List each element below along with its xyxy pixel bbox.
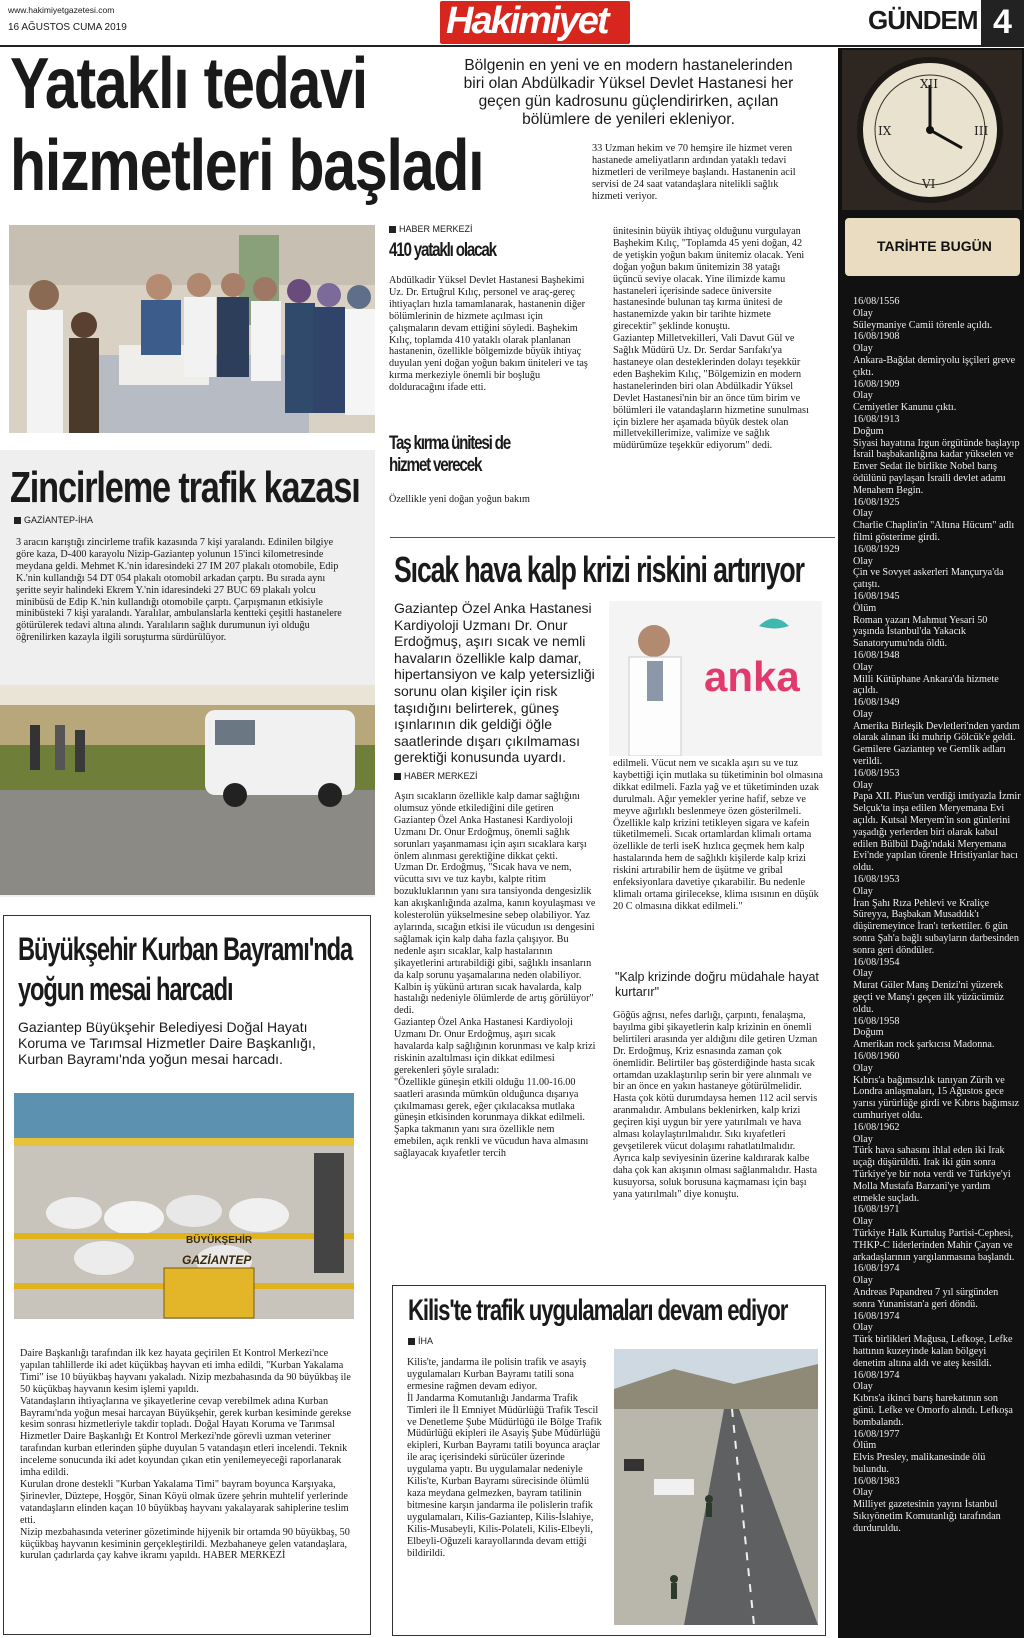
history-entry [853,296,1021,331]
history-entry-text: Charlie Chaplin'in "Altına Hücum" adlı filmi gösterime girdi. [853,520,1015,543]
bayram-text [20,1348,354,1562]
history-entry [853,768,1021,874]
site-url[interactable]: www.hakimiyetgazetesi.com [8,5,115,15]
heat-col1-p3: Gaziantep Özel Anka Hastanesi Kardiyoloji Uzmanı Dr. Onur Erdoğmuş, aşırı sıcak havalarda kalp sağlığının korunması ve kalp krizi riskinin azaltılması için dikkat edilmesi gerekenleri şöyle sıraladı: [394,1017,596,1076]
history-entry-date: 16/08/1974 [853,1310,900,1322]
history-entry [853,1311,1021,1370]
history-entry-type: Olay [853,968,873,980]
history-entry [853,591,1021,650]
history-entry-text: Süleymaniye Camii törenle açıldı. [853,319,993,331]
history-entry-date: 16/08/1948 [853,649,900,661]
history-entry-type: Olay [853,708,873,720]
logo[interactable] [440,1,630,44]
kilis-byline: İHA [408,1336,433,1346]
hospital-col1-text: Abdülkadir Yüksel Devlet Hastanesi Başhekimi Uz. Dr. Ertuğrul Kılıç, personel ve araç-gereç ihtiyaçları hızla tamamlanarak, hastanenin diğer bölümlerinin de hizmete açılması için çalışmaların devam ettiğini söyledi. Başhekim Kılıç, toplamda 410 yataklı olarak planlanan hastanenin, özellikle bölgemizde büyük ihtiyaç duyulan yeni doğan yoğun bakım üniteleri ve taş kırma merkeziyle önemli bir boşluğu dolduracağını ifade etti. [389,275,588,394]
history-entry-type: Doğum [853,1027,884,1039]
history-entry-date: 16/08/1908 [853,331,900,343]
heat-col1-p2: Uzman Dr. Erdoğmuş, "Sıcak hava ve nem, vücutta sıvı ve tuz kaybı, kalpte ritim bozukluklarının yanı sıra tansiyonda dengesizlik kan akışkanlığında azalma, kanın koyulaşması ve kolesterolün yükselmesine sebep olabiliyor. Yaz aylarında, sıcağın etkisi ile vücudun ısı dengesini sağlamak için kalp daha fazla çalışıyor. Bu nedenle aşırı sıcaklar, kalp hastalarının şikayetlerini artırabildiği gibi, sağlıklı insanların da kalp sorunu yaşamalarına neden olabiliyor. Kalbin iş yükünü artıran sıcak havalarda, kalp hastalığı nedeniyle ölümlerde de artış görülüyor" dedi. [394,862,596,1017]
history-entry-date: 16/08/1974 [853,1369,900,1381]
history-entry-date: 16/08/1949 [853,697,900,709]
hospital-col1-tail: Özellikle yeni doğan yoğun bakım [389,494,530,505]
hospital-subhead-1: 410 yataklı olacak [389,240,496,261]
svg-text:VI: VI [922,177,936,191]
history-entry [853,1204,1021,1263]
hospital-col2-text [613,226,809,452]
history-entry-type: Olay [853,885,873,897]
svg-text:XII: XII [920,77,939,91]
history-entry-type: Ölüm [853,1440,877,1452]
history-entry-date: 16/08/1945 [853,590,900,602]
history-entry-date: 16/08/1954 [853,956,900,968]
history-entry-type: Olay [853,1062,873,1074]
kilis-headline: Kilis'te trafik uygulamaları devam ediyor [408,1294,788,1327]
history-entry-type: Olay [853,1487,873,1499]
hospital-subhead-2a: Taş kırma ünitesi de [389,433,511,454]
history-entry [853,497,1021,544]
hospital-photo-image [9,225,375,433]
history-entry-text: Milliyet gazetesinin yayını İstanbul Sıkıyönetim Komutanlığı tarafından durduruldu. [853,1499,1001,1534]
history-entry-date: 16/08/1983 [853,1475,900,1487]
history-entry-date: 16/08/1929 [853,543,900,555]
history-entry [853,1122,1021,1205]
history-entry-type: Olay [853,779,873,791]
history-entry-text: Kıbrıs'a ikinci barış harekatının son günü. Lefke ve Omorfo alındı. Lefkoşa bombalandı. [853,1393,1013,1428]
hospital-headline-1: Yataklı tedavi [10,44,367,124]
heat-deck: Gaziantep Özel Anka Hastanesi Kardiyoloji Uzmanı Dr. Onur Erdoğmuş, aşırı sıcak ve nemli havaların özellikle kalp damar, hipertansiyon ve kalp yetersizliği sorunu olan kişiler için risk taşıdığını belirterek, güneş ışınlarının dik geldiği öğle saatlerinde dışarı çıkılmaması gerektiği konusunda uyardı. [394,600,595,766]
history-entry-date: 16/08/1962 [853,1121,900,1133]
kilis-photo-image [614,1349,818,1625]
page-number: 4 [993,3,1012,41]
history-entry [853,414,1021,497]
history-entry [853,1370,1021,1429]
heat-headline: Sıcak hava kalp krizi riskini artırıyor [394,549,804,590]
crash-headline: Zincirleme trafik kazası [10,463,360,512]
history-entry [853,1429,1021,1476]
history-entry-type: Olay [853,307,873,319]
history-entry-date: 16/08/1913 [853,413,900,425]
history-entry-date: 16/08/1977 [853,1428,900,1440]
heat-photo [609,601,822,756]
history-entry [853,697,1021,768]
clock-icon [842,50,1022,210]
history-entry-text: Andreas Papandreu 7 yıl sürgünden sonra Yunanistan'a geri döndü. [853,1286,999,1310]
history-entry-date: 16/08/1556 [853,296,900,307]
issue-date: 16 AĞUSTOS CUMA 2019 [8,22,127,33]
bayram-sign-2: GAZİANTEP [182,1253,252,1267]
svg-text:III: III [974,124,989,138]
crash-text: 3 aracın karıştığı zincirleme trafik kazasında 7 kişi yaralandı. Edinilen bilgiye göre kaza, D-400 karayolu Nizip-Gaziantep yolunun 15'inci kilometresinde meydana geldi. Mehmet K.'nin idaresindeki 27 IM 207 plakalı otomobile, Edip K.'nin kullandığı 54 DT 054 plakalı otomobil arkadan çarptı. Bu sırada aynı şeritte seyir halindeki Ekrem Y.'nin idaresindeki 27 BUC 69 plakalı yolcu minibüsü de Edip K.'nin kullandığı otomobile çarptı. Çarpışmanın etkisiyle minibüsteki 7 kişi yaralandı. Yaralılar, ambulanslarla kentteki çeşitli hastanelere götürülerek tedavi altına alındı. Yaralıların sağlık durumunun iyi olduğu öğrenilirken kazayla ilgili soruşturma sürdürülüyor. [16,537,342,644]
svg-text:IX: IX [878,124,892,138]
heat-col1-text [394,791,596,1160]
anka-logo-text: anka [704,653,800,700]
history-entry-text: Kıbrıs'a bağımsızlık tanıyan Zürih ve Londra anlaşmaları, 15 Ağustos gece yarısı yürürlüğe girdi ve Kıbrıs bağımsız cumhuriyet oldu. [853,1074,1020,1121]
history-entry-type: Olay [853,1275,873,1287]
history-entry-text: Türkiye Halk Kurtuluş Partisi-Cephesi, THKP-C liderlerinden Mahir Çayan ve arkadaşlarının yargılanmasına başlandı. [853,1227,1015,1263]
history-entry [853,331,1021,378]
history-entry-text: Çin ve Sovyet askerleri Mançurya'da çatıştı. [853,567,1004,591]
bayram-p4: Nizip mezbahasında veteriner gözetiminde hijyenik bir ortamda 90 büyükbaş, 50 küçükbaş hayvanın kesiminin gerçekleştirildi. Mezbahaneye gelen vatandaşlara, kurulan çadırlarda çay kahve ikramı yapıldı. HABER MERKEZİ [20,1526,350,1562]
history-entry-date: 16/08/1925 [853,496,900,508]
history-entry-type: Olay [853,555,873,567]
history-entry [853,874,1021,957]
bayram-headline-2: yoğun mesai harcadı [18,971,233,1007]
history-entry-type: Olay [853,390,873,402]
history-entry-text: Türk hava sahasını ihlal eden iki Irak uçağı düşürüldü. Irak iki gün sonra Türkiye'ye bir nota verdi ve Türkiye'yi Molla Mustafa Barzani'ye yardım etmekle suçladı. [853,1145,1011,1204]
heat-col1-p4: "Özellikle güneşin etkili olduğu 11.00-16.00 saatleri arasında mümkün olduğunca dışarıya çıkılmaması gerek, eğer çıkılacaksa mutlaka güneşin etkisinden korunmaya dikkat edilmeli. Şapka takmanın yanı sıra özellikle nem emebilen, açık renkli ve vücudun hava almasını sağlayacak kıyafetler tercih [394,1076,589,1160]
history-entry-text: Papa XII. Pius'un verdiği imtiyazla İzmir Selçuk'ta inşa edilen Meryemana Evi açıldı. Kutsal Meryem'in son günlerini yaşadığı yerlerden biri olarak kabul edilen Bülbül Dağı'ndaki Meryemana Evi'nde yapılan törenle Hristiyanlar hacı oldu. [853,791,1021,874]
hospital-col2-p1: ünitesinin büyük ihtiyaç olduğunu vurgulayan Başhekim Kılıç, "Toplamda 45 yeni doğan, 42 de yetişkin yoğun bakım ünitemiz olacak. Yeni doğan yoğun bakım ünitemizin 38 yatağı üçüncü seviye olacak. Yine ilimizde kamu hastaneleri içerisinde sadece üniversite hastanesinde bulunan taş kırma ünitesi de hastanemizde yakın bir tarihte hizmete girecektir" şeklinde konuştu. [613,226,805,333]
history-entry-type: Ölüm [853,602,877,614]
history-entry-date: 16/08/1974 [853,1263,900,1275]
page-number-box [981,0,1024,45]
history-entry-type: Olay [853,508,873,520]
history-entry-type: Olay [853,661,873,673]
heat-col2-text: edilmeli. Vücut nem ve sıcakla aşırı su ve tuz kaybettiği için mutlaka su tüketiminin bol olmasına dikkat edilmeli. Fazla yağ ve et tüketiminden uzak durulmalı. Ağır yemekler yerine hafif, sebze ve meyve ağırlıklı beslenmeye özen gösterilmeli. Özellikle kalp krizini tetikleyen sigara ve kafein tüketilmemeli. Sıcak ortamlardan klimalı ortama özellikle de terli iseK hızlıca geçmek hem kalp hastalarında hem de sağlıklı kişilerde kalp krizi riskini artırabilir hem de üşütme ve gribal enfeksiyonlara davetiye çıkarabilir. Bu nedenle klimalı ortama girilecekse, klima ısısının en düşük 20 C olmasına dikkat edilmeli." [613,758,823,912]
history-entry-date: 16/08/1953 [853,874,900,886]
history-entry [853,957,1021,1016]
bayram-p1: Daire Başkanlığı tarafından ilk kez hayata geçirilen Et Kontrol Merkezi'nce yapılan tahlillerde iki adet küçükbaş hayvan eti imha edildi, "Kurban Yakalama Timi" ise 10 büyükbaş hayvanı yakaladı. Nizip mezbahasında da 90 büyükbaş ile 50 küçükbaş hayvanın kesim işlemi yapıldı. [20,1348,351,1395]
bayram-deck: Gaziantep Büyükşehir Belediyesi Doğal Hayatı Koruma ve Tarımsal Hizmetler Daire Başkanlığı, Kurban Bayramı'nda yoğun mesai harcadı. [18,1019,316,1067]
history-entry-text: İran Şahı Rıza Pehlevi ve Kraliçe Süreyya, Başbakan Musaddık'ı düşüremeyince İran'ı terkettiler. 6 gün sonra Şah'a bağlı subayların darbesinden sonra geri döndüler. [853,897,1019,956]
history-entry-text: Ankara-Bağdat demiryolu işçileri greve çıktı. [853,354,1016,378]
hospital-col2-p2: Gaziantep Milletvekilleri, Vali Davut Gül ve Sağlık Müdürü Uz. Dr. Serdar Sarıfakı'ya hastaneye olan desteklerinden dolayı teşekkür eden Başhekim Kılıç, "Bölgemizin en modern hastanelerinden biri olan Abdülkadir Yüksel Devlet Hastanesi'nin bir an önce tüm birim ve bölümleri ile vatandaşların hizmetine sunulması için bizlere her aşamada büyük destek olan milletvekillerimize, valimize ve sağlık müdürümüze teşekkür ediyorum" dedi. [613,333,809,452]
heat-byline: HABER MERKEZİ [394,771,478,781]
history-entry-date: 16/08/1960 [853,1051,900,1062]
history-entry [853,1051,1021,1122]
heat-photo-image [609,601,822,756]
scroll-banner [845,218,1020,276]
kilis-p2: İl Jandarma Komutanlığı Jandarma Trafik Timleri ile İl Emniyet Müdürlüğü Trafik Tescil ve Denetleme Şube Müdürlüğü ile Bölge Trafik Müdürlüğü ekipleri ile Asayiş Şube Müdürlüğü ekipleri, Kurban Bayramı tatili boyunca araçlar ile araç içerisindeki sürücüler üzerinde uygulama yaptı. Bu uygulamalar nedeniyle Kilis'te, Kurban Bayramı sürecisinde ölümlü kaza meydana gelmezken, bayram tatilinin bitmesine karşın jandarma ile polislerin trafik uygulamaları, Kilis-Gaziantep, Kilis-İslahiye, Kilis-Musabeyli, Kilis-Polateli, Kilis-Elbeyli, Elbeyli-Oğuzeli karayollarında devam ettiği bildirildi. [407,1392,602,1559]
heat-col2-text2: Göğüs ağrısı, nefes darlığı, çarpıntı, fenalaşma, bayılma gibi şikayetlerin kalp krizinin en önemli belirtileri arasında yer aldığını dile getiren Uzman Dr. Erdoğmuş, Kriz esnasında zaman çok önemlidir. Belirtiler baş gösterdiğinde hasta sıcak ortamdan uzaklaştırılıp serin bir yere alınmalı ve bir an önce en yakın hastaneye götürülmelidir. Hasta çok kötü durumdaysa hemen 112 acil servis aranmalıdır. Ambulans beklenirken, kalp krizi geçiren kişi uygun bir yere yatırılmalı ve hava alması kolaylaştırılmalıdır. Sıkı kıyafetleri gevşetilerek vücut dolaşımı rahatlatılmalıdır. Ayrıca kalp seviyesinin üzerine kaldırarak kalbe daha çok kan akışının olması sağlanmalıdır. Hasta kusuyorsa, soluk borusuna kaçmaması için başı yana yatırılmalı" diye konuştu. [613,1010,818,1200]
history-entry-text: Amerika Birleşik Devletleri'nden yardım olarak alınan iki muhrip Gölcük'e geldi. Gemilere Gaziantep ve Gemlik adları verildi. [853,720,1020,768]
history-entry-text: Murat Güler Manş Denizi'ni yüzerek geçti ve Manş'ı geçen ilk yüzücümüz oldu. [853,980,1004,1015]
history-list [853,296,1021,1535]
heat-col1-p1: Aşırı sıcakların özellikle kalp damar sağlığını olumsuz yönde etkilediğini dile getiren Gaziantep Özel Anka Hastanesi Kardiyoloji Uzmanı Dr. Onur Erdoğmuş, önemli sağlık sorunları yaşanmaması için aşırı sıcaklara karşı önlem alınması gerektiğine dikkat çekti. [394,791,587,862]
kilis-text [407,1357,603,1559]
bayram-p2: Vatandaşların ihtiyaçlarına ve şikayetlerine cevap verebilmek adına Kurban Bayramı'nda yoğun mesai harcayan Büyükşehir, gerek kurban kesiminde gerekse kesim sonrası hizmetleriyle takdir topladı. Doğal Hayatı Koruma ve Tarımsal Hizmetler Daire Başkanlığı Et Kontrol Merkezi'nde görevli uzman veteriner tarafından kurban etlerinden şüphe duyulan 5 vatandaşın etleri incelendi. Teknik inceleme sonucunda iki adet koyundan çıkan etin yenilemeyeceği raporlanarak imha edildi. [20,1395,351,1479]
history-entry-date: 16/08/1953 [853,767,900,779]
bayram-headline-1: Büyükşehir Kurban Bayramı'nda [18,931,353,967]
history-entry [853,1476,1021,1535]
kilis-photo [614,1349,818,1625]
heat-top-rule [390,537,835,538]
hospital-photo [9,225,375,433]
clock-image [842,50,1022,210]
history-entry-type: Olay [853,1381,873,1393]
heat-quote: "Kalp krizinde doğru müdahale hayat kurtarır" [615,970,819,999]
kilis-p1: Kilis'te, jandarma ile polisin trafik ve asayiş uygulamaları Kurban Bayramı tatili sona ermesine rağmen devam ediyor. [407,1357,587,1392]
history-entry-date: 16/08/1971 [853,1204,900,1216]
hospital-byline: HABER MERKEZİ [389,224,473,234]
history-entry-date: 16/08/1958 [853,1015,900,1027]
bayram-sign-1: BÜYÜKŞEHİR [186,1235,253,1246]
history-entry-text: Milli Kütüphane Ankara'da hizmete açıldı. [853,673,999,697]
crash-photo [0,685,375,895]
bayram-photo-image [14,1093,354,1319]
crash-byline: GAZİANTEP-İHA [14,515,93,525]
history-entry-text: Roman yazarı Mahmut Yesari 50 yaşında İstanbul'da Yakacık Sanatoryumu'nda öldü. [853,614,988,650]
history-entry-text: Amerikan rock şarkıcısı Madonna. [853,1039,995,1051]
logo-text: Hakimiyet [446,0,608,42]
hospital-subhead-2b: hizmet verecek [389,455,482,476]
history-entry-text: Cemiyetler Kanunu çıktı. [853,402,957,414]
history-entry-text: Siyasi hayatına Irgun örgütünde başlayıp İsrail başbakanlığına kadar yükselen ve Enver Sedat ile birlikte Nobel barış ödülünü paylaşan İsraili devlet adamı Menahem Begin. [853,437,1020,496]
history-entry-type: Doğum [853,425,884,437]
history-entry [853,544,1021,591]
history-entry-date: 16/08/1909 [853,378,900,390]
history-entry-text: Türk birlikleri Mağusa, Lefkoşe, Lefke hattının kuzeyinde kalan bölgeyi denetim altına aldı ve ateş kesildi. [853,1334,1013,1369]
crash-photo-image [0,685,375,895]
history-entry-type: Olay [853,1322,873,1334]
history-entry [853,379,1021,414]
bayram-p3: Kurulan drone destekli "Kurban Yakalama Timi" bayram boyunca Karşıyaka, Şirinevler, Düztepe, Hoşgör, Sinan Köyü olmak üzere şehrin muhtelif yerlerinde vatandaşların elinden kaçan 10 büyükbaş hayvanı yakalayarak sahiplerine teslim etti. [20,1478,349,1526]
history-entry [853,1016,1021,1051]
history-entry [853,1263,1021,1310]
history-entry-type: Olay [853,343,873,355]
hospital-headline-2: hizmetleri başladı [10,126,484,206]
bayram-photo [14,1093,354,1319]
section-label: GÜNDEM [868,5,978,35]
hospital-deck: Bölgenin en yeni ve en modern hastanelerinden biri olan Abdülkadir Yüksel Devlet Hastanesi her geçen gün kadrosunu güçlendirirken, açılan bölümlere de yenileri ekleniyor. [463,57,794,128]
history-entry [853,650,1021,697]
history-entry-type: Olay [853,1133,873,1145]
sidebar-title: TARİHTE BUGÜN [877,238,992,254]
hospital-lead: 33 Uzman hekim ve 70 hemşire ile hizmet veren hastanede ameliyatların ardından yataklı tedavi hizmetleri de verilmeye başlandı. Hastanenin acil servisi de 24 saat vatandaşlara nitelikli sağlık hizmeti veriyor. [592,143,796,202]
history-entry-text: Elvis Presley, malikanesinde ölü bulundu. [853,1452,986,1475]
history-entry-type: Olay [853,1216,873,1228]
